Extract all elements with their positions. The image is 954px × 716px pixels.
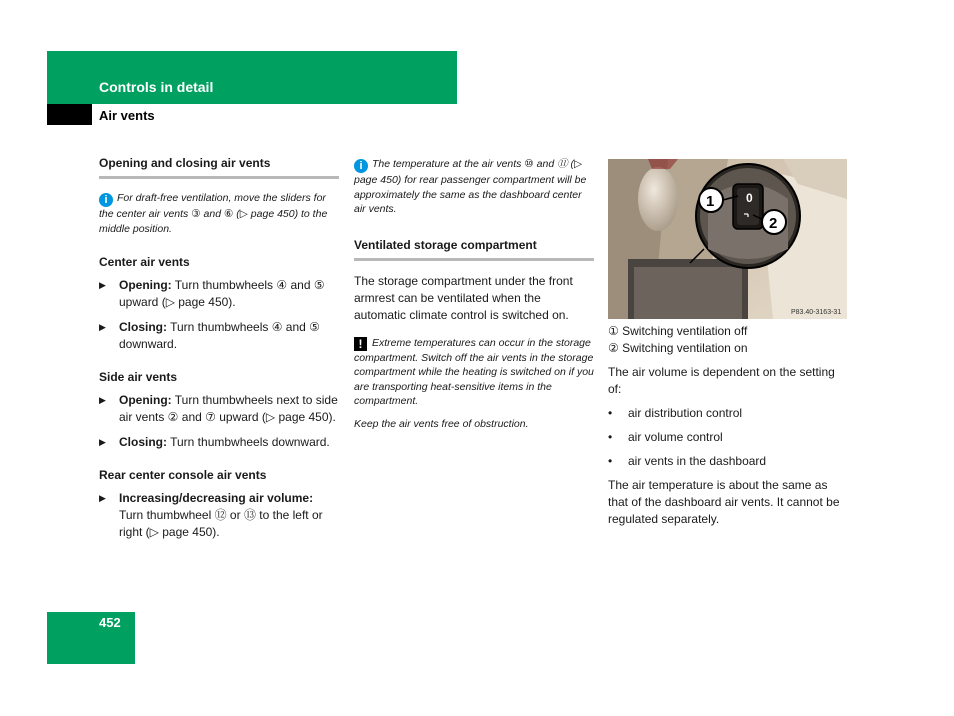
subheading-center: Center air vents bbox=[99, 255, 190, 269]
triangle-right-icon: ▶ bbox=[99, 395, 106, 405]
body-text: The storage compartment under the front armrest can be ventilated when the automatic climate control is switched on. bbox=[354, 273, 573, 322]
legend-text: Switching ventilation on bbox=[622, 341, 748, 355]
body-text: The air temperature is about the same as that of the dashboard air vents. It cannot be regulated separately. bbox=[608, 478, 840, 526]
list-item bbox=[608, 453, 848, 470]
triangle-right-icon: ▶ bbox=[99, 493, 106, 503]
column-3 bbox=[608, 159, 848, 528]
warning-icon: ! bbox=[354, 337, 367, 351]
page-number: 452 bbox=[99, 615, 121, 630]
legend-number: ② bbox=[608, 341, 619, 355]
step-text: Turn thumbwheels downward. bbox=[167, 435, 330, 449]
column-2 bbox=[354, 157, 594, 431]
step-label: Opening: bbox=[119, 278, 172, 292]
step-item bbox=[99, 392, 339, 426]
section-heading: Opening and closing air vents bbox=[99, 155, 339, 179]
list-item bbox=[608, 405, 848, 422]
bullet-icon: • bbox=[608, 406, 613, 420]
switch-label: 0 bbox=[746, 191, 753, 205]
step-label: Increasing/decreasing air volume: bbox=[119, 491, 314, 505]
step-item bbox=[99, 490, 339, 541]
step-text: Turn thumbwheels next to side air vents ② and ⑦ upward (▷ page 450). bbox=[119, 393, 338, 424]
chapter-title: Controls in detail bbox=[99, 79, 214, 95]
triangle-right-icon: ▶ bbox=[99, 280, 106, 290]
list-item bbox=[608, 429, 848, 446]
header-bar bbox=[47, 51, 457, 104]
list-item-text: air volume control bbox=[628, 430, 723, 444]
triangle-right-icon: ▶ bbox=[99, 437, 106, 447]
triangle-right-icon: ▶ bbox=[99, 322, 106, 332]
list-item-text: air vents in the dashboard bbox=[628, 454, 767, 468]
step-text: Turn thumbwheel ⑫ or ⑬ to the left or right (▷ page 450). bbox=[119, 508, 323, 539]
callout-1: 1 bbox=[706, 193, 715, 210]
legend-item bbox=[608, 340, 848, 357]
step-label: Closing: bbox=[119, 320, 167, 334]
step-label: Closing: bbox=[119, 435, 167, 449]
info-icon: i bbox=[354, 159, 368, 173]
image-code: P83.40-3163-31 bbox=[791, 309, 842, 316]
info-note-text: For draft-free ventilation, move the sliders for the center air vents ③ and ⑥ (▷ page 450) to the middle position. bbox=[99, 192, 328, 235]
step-text: Turn thumbwheels ④ and ⑤ downward. bbox=[119, 320, 320, 351]
section-heading: Ventilated storage compartment bbox=[354, 237, 594, 261]
armrest-switch-photo bbox=[608, 159, 847, 319]
info-note bbox=[99, 191, 339, 236]
subheading-side: Side air vents bbox=[99, 370, 178, 384]
bullet-icon: • bbox=[608, 454, 613, 468]
note-text: Keep the air vents free of obstruction. bbox=[354, 417, 529, 430]
legend-number: ① bbox=[608, 324, 619, 338]
callout-2: 2 bbox=[769, 215, 778, 232]
photo-svg bbox=[608, 159, 847, 319]
page-number-box bbox=[47, 612, 135, 664]
step-label: Opening: bbox=[119, 393, 172, 407]
step-item bbox=[99, 277, 339, 311]
info-icon: i bbox=[99, 193, 113, 207]
step-text: Turn thumbwheels ④ and ⑤ upward (▷ page 450). bbox=[119, 278, 325, 309]
column-1 bbox=[99, 155, 339, 549]
bullet-icon: • bbox=[608, 430, 613, 444]
list-item-text: air distribution control bbox=[628, 406, 743, 420]
legend-text: Switching ventilation off bbox=[622, 324, 748, 338]
info-note bbox=[354, 157, 594, 217]
step-item bbox=[99, 434, 339, 451]
subheading-rear: Rear center console air vents bbox=[99, 468, 267, 482]
section-marker bbox=[47, 104, 92, 125]
info-note-text: The temperature at the air vents ⑩ and ⑪ (▷ page 450) for rear passenger compartment will be approximately the same as the dashboard center air vents. bbox=[354, 158, 587, 215]
step-item bbox=[99, 319, 339, 353]
section-title: Air vents bbox=[99, 108, 155, 123]
legend-item bbox=[608, 323, 848, 340]
body-text: The air volume is dependent on the setting of: bbox=[608, 365, 835, 396]
warning-note bbox=[354, 336, 594, 409]
warning-text: Extreme temperatures can occur in the storage compartment. Switch off the air vents in the storage compartment while the heating is switched on if you are transporting heat-sensitive items in the compartment. bbox=[354, 336, 594, 407]
